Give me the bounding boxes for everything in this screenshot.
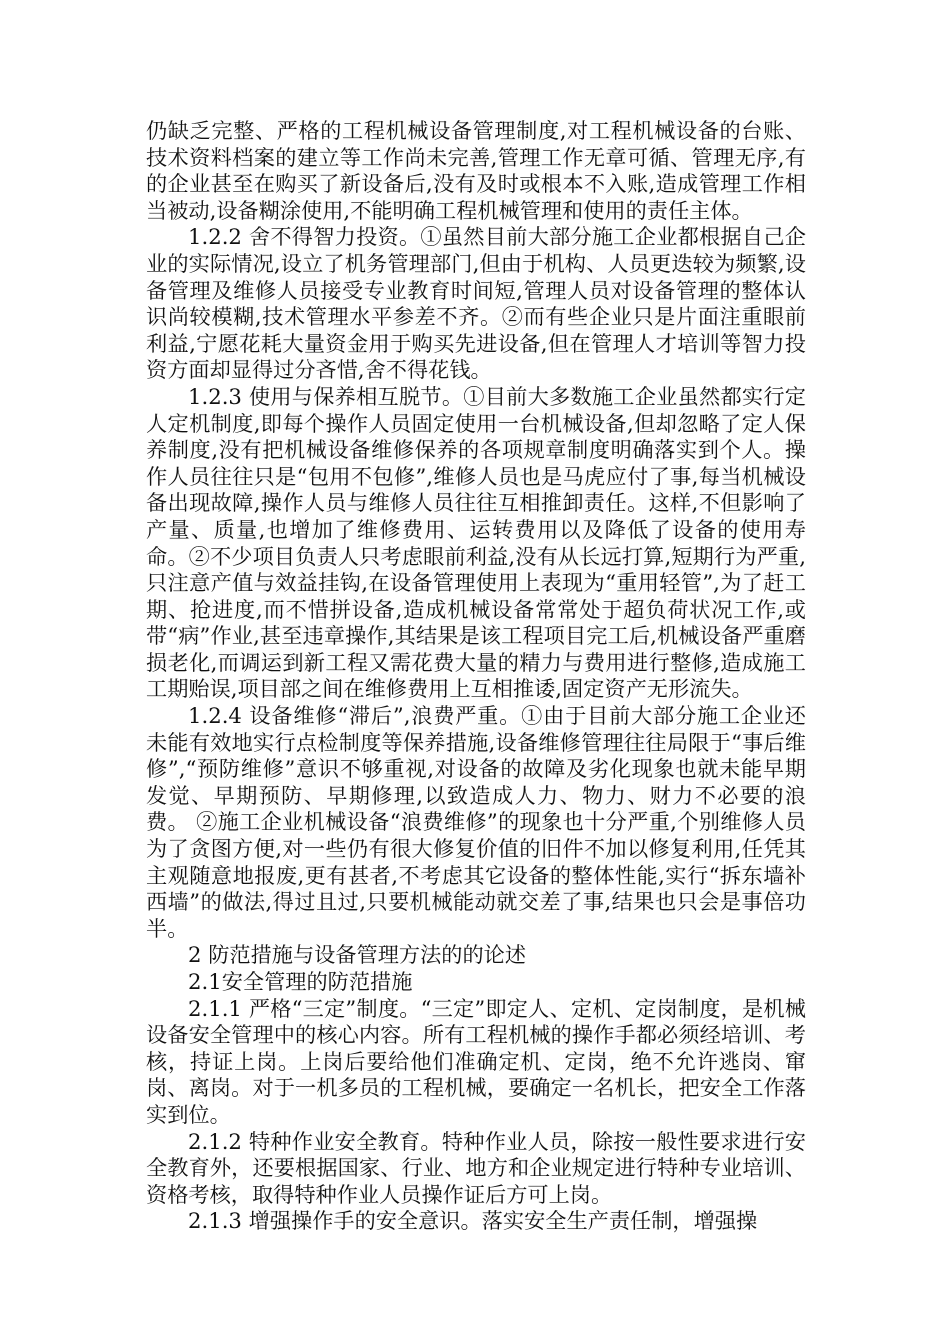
paragraph-2-1-3: 2.1.3 增强操作手的安全意识。落实安全生产责任制，增强操 bbox=[188, 1208, 758, 1234]
paragraph-intro: 仍缺乏完整、严格的工程机械设备管理制度,对工程机械设备的台账、技术资料档案的建立等工作尚未完善,管理工作无章可循、管理无序,有的企业甚至在购买了新设备后,没有及时或根本不入账,造成管理工作相当被动,设备糊涂使用,不能明确工程机械管理和使用的责任主体。 bbox=[146, 118, 806, 223]
paragraph-1-2-4: 1.2.4 设备维修“滞后”,浪费严重。①由于目前大部分施工企业还未能有效地实行点检制度等保养措施,设备维修管理往往局限于“事后维修”,“预防维修”意识不够重视,对设备的故障及劣化现象也就未能早期发觉、早期预防、早期修理,以致造成人力、物力、财力不必要的浪费。 ②施工企业机械设备“浪费维修”的现象也十分严重,个别维修人员为了贪图方便,对一些仍有很大修复价值的旧件不加以修复利用,任凭其主观随意地报废,更有甚者,不考虑其它设备的整体性能,实行“拆东墙补西墙”的做法,得过且过,只要机械能动就交差了事,结果也只会是事倍功半。 bbox=[146, 703, 806, 941]
document-page bbox=[146, 118, 806, 1235]
section-heading-2-1: 2.1安全管理的防范措施 bbox=[188, 969, 413, 994]
section-heading-2: 2 防范措施与设备管理方法的的论述 bbox=[188, 942, 527, 968]
paragraph-2-1-2: 2.1.2 特种作业安全教育。特种作业人员，除按一般性要求进行安全教育外，还要根据国家、行业、地方和企业规定进行特种专业培训、资格考核，取得特种作业人员操作证后方可上岗。 bbox=[146, 1128, 806, 1207]
paragraph-1-2-2: 1.2.2 舍不得智力投资。①虽然目前大部分施工企业都根据自己企业的实际情况,设立了机务管理部门,但由于机构、人员更迭较为频繁,设备管理及维修人员接受专业教育时间短,管理人员对设备管理的整体认识尚较模糊,技术管理水平参差不齐。②而有些企业只是片面注重眼前利益,宁愿花耗大量资金用于购买先进设备,但在管理人才培训等智力投资方面却显得过分吝惜,舍不得花钱。 bbox=[146, 224, 806, 383]
paragraph-2-1-1: 2.1.1 严格“三定”制度。“三定”即定人、定机、定岗制度，是机械设备安全管理中的核心内容。所有工程机械的操作手都必须经培训、考核，持证上岗。上岗后要给他们准确定机、定岗，绝不允许逃岗、窜岗、离岗。对于一机多员的工程机械，要确定一名机长，把安全工作落实到位。 bbox=[146, 995, 806, 1127]
paragraph-1-2-3: 1.2.3 使用与保养相互脱节。①目前大多数施工企业虽然都实行定人定机制度,即每个操作人员固定使用一台机械设备,但却忽略了定人保养制度,没有把机械设备维修保养的各项规章制度明确落实到个人。操作人员往往只是“包用不包修”,维修人员也是马虎应付了事,每当机械设备出现故障,操作人员与维修人员往往互相推卸责任。这样,不但影响了产量、质量,也增加了维修费用、运转费用以及降低了设备的使用寿命。②不少项目负责人只考虑眼前利益,没有从长远打算,短期行为严重,只注意产值与效益挂钩,在设备管理使用上表现为“重用轻管”,为了赶工期、抢进度,而不惜拼设备,造成机械设备常常处于超负荷状况工作,或带“病”作业,甚至违章操作,其结果是该工程项目完工后,机械设备严重磨损老化,而调运到新工程又需花费大量的精力与费用进行整修,造成施工工期贻误,项目部之间在维修费用上互相推诿,固定资产无形流失。 bbox=[146, 383, 806, 702]
